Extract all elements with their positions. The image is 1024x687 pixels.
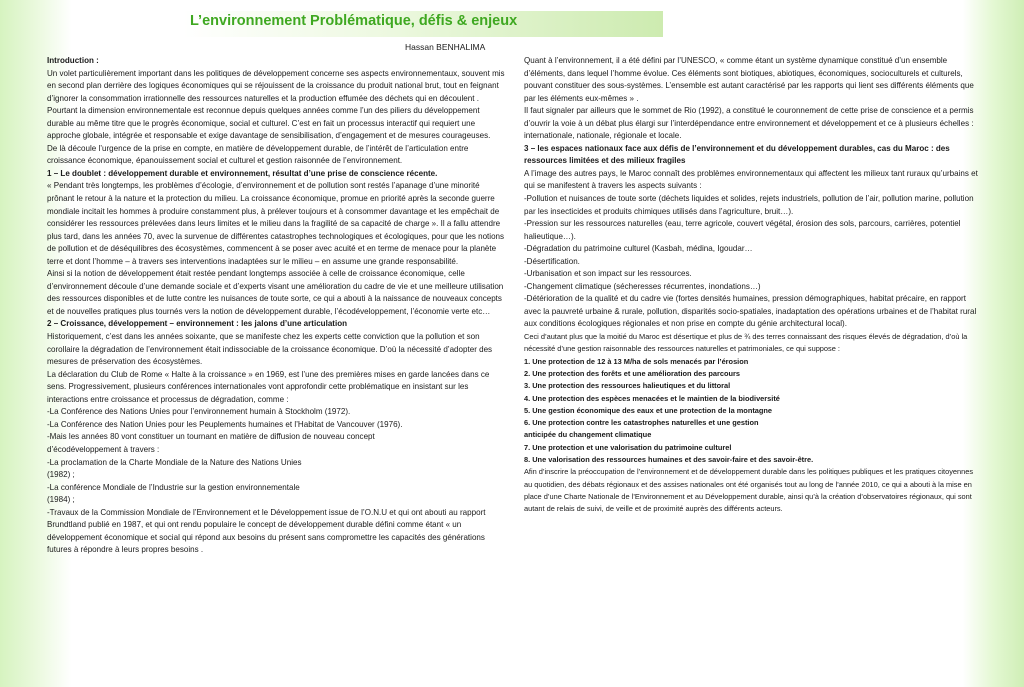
paragraph: -Urbanisation et son impact sur les ressources. xyxy=(524,269,692,279)
section-heading: 8. Une valorisation des ressources humaines et des savoir-faire et des savoir-être. xyxy=(524,455,814,464)
paragraph: La déclaration du Club de Rome « Halte à la croissance » en 1969, est l’une des premières mises en garde lancées dans ce sens. Progressivement, plusieurs conférences internationales vont approfondir cette problématique en insistant sur les interactions entre croissance et processus de dégradation, comme : xyxy=(47,369,490,404)
paragraph: De là découle l’urgence de la prise en compte, en matière de développement durable, de l’intérêt de l’articulation entre croissance économique, épanouissement social et culturel et gestion raisonnée de l’environnement. xyxy=(47,143,469,166)
paragraph: d’écodéveloppement à travers : xyxy=(47,444,160,454)
section-heading: 2. Une protection des forêts et une amélioration des parcours xyxy=(524,368,741,378)
paragraph: -Mais les années 80 vont constituer un tournant en matière de diffusion de nouveau concept xyxy=(47,432,375,442)
paragraph: Il faut signaler par ailleurs que le sommet de Rio (1992), a constitué le couronnement de cette prise de conscience et a permis d’ouvrir la voie à un débat plus élargi sur l’interdépendance entre environnement et développement et ce à plusieurs échelles : internationale, nationale, régionale et locale. xyxy=(524,106,974,141)
paragraph: -Désertification. xyxy=(524,256,580,266)
section-heading: 5. Une gestion économique des eaux et une protection de la montagne xyxy=(524,405,773,415)
right-column xyxy=(524,55,980,515)
page-title: L’environnement Problématique, défis & enjeux xyxy=(190,13,518,29)
paragraph: -Pollution et nuisances de toute sorte (déchets liquides et solides, rejets industriels, pollution de l’air, pollution marine, pollution par les insecticides et produits chimiques utilisés dans l’agriculture, bruit…). xyxy=(524,194,974,216)
section-heading: Introduction : xyxy=(47,56,99,65)
section-heading: 4. Une protection des espèces menacées et le maintien de la biodiversité xyxy=(524,393,780,403)
section-heading: 1 – Le doublet : développement durable et environnement, résultat d’une prise de conscience récente. xyxy=(47,168,438,178)
section-heading: anticipée du changement climatique xyxy=(524,430,652,440)
section-heading: 6. Une protection contre les catastrophes naturelles et une gestion xyxy=(524,418,759,428)
paragraph: Quant à l’environnement, il a été défini par l’UNESCO, « comme étant un système dynamique constitué d’un ensemble d’éléments, dans lequel l’homme évolue. Ces éléments sont biotiques, abiotiques, économiques, socioculturels et culturels, pouvant constituer des sous-systèmes. L’ensemble est autant caractérisé par les rapports qui lient ses différents éléments que par les éléments eux-mêmes » . xyxy=(524,56,974,103)
paragraph: (1984) ; xyxy=(47,495,75,505)
section-heading: 3. Une protection des ressources halieutiques et du littoral xyxy=(524,381,731,391)
paragraph: -Dégradation du patrimoine culturel (Kasbah, médina, Igoudar… xyxy=(524,244,753,254)
author-name: Hassan BENHALIMA xyxy=(405,42,486,52)
paragraph: -Pression sur les ressources naturelles (eau, terre agricole, couvert végétal, érosion des sols, parcours, carrières, potentiel halieutique…). xyxy=(524,219,961,241)
paragraph: Un volet particulièrement important dans les politiques de développement concerne ses aspects environnementaux, souvent mis en second plan derrière des logiques économiques qui se réjouissent de la croissance du produit national brut, tout en feignant d’ignorer la consommation irrationnelle des ressources naturelles et la production effumée des déchets qui en découlent . Pourtant la dimension environnementale est reconnue depuis quelques années comme l’un des piliers du développement durable au même titre que le progrès économique, social et culturel. C’est en fait un processus interactif qui requiert une approche globale, intégrée et responsable et exige davantage de sensibilisation, d’engagement et de mesures courageuses. xyxy=(47,68,505,141)
paragraph: -La Conférence des Nation Unies pour les Peuplements humaines et l’Habitat de Vancouver (1976). xyxy=(47,419,403,429)
paragraph: -Détérioration de la qualité et du cadre vie (fortes densités humaines, pression démographiques, habitat précaire, en rapport avec la pauvreté urbaine & rurale, pollution, disparités socio-spatiales, inadaptation des opérations urbaines et de l’habitat rural aux conditions écologiques régionales et non prise en compte du génie architectural local). xyxy=(524,294,977,329)
paragraph: A l’image des autres pays, le Maroc connaît des problèmes environnementaux qui affectent les milieux tant ruraux qu’urbains et qui se manifestent à travers les aspects suivants : xyxy=(524,168,978,191)
left-column xyxy=(47,55,507,557)
paragraph: Afin d’inscrire la préoccupation de l’environnement et de développement durable dans les politiques publiques et les pratiques citoyennes au quotidien, des débats régionaux et des assises nationales ont été organisés tout au long de l’année 2010, ce qui a abouti à la mise en place d’une Charte Nationale de l’Environnement et au Développement durable, ainsi qu’à la création d’observatoires régionaux, qui sont autant de relais de suivi, de veille et de proximité auprès des différents acteurs. xyxy=(524,467,974,514)
paragraph: Ainsi si la notion de développement était restée pendant longtemps associée à celle de croissance économique, celle d’environnement découle d’une demande sociale et d’experts visant une amélioration du cadre de vie et une meilleure utilisation des ressources disponibles et de lutte contre les nuisances de toute sorte, ce qui a abouti à la naissance de nouveaux concepts et de nouvelles pratiques plus tournés vers la notion de développement durable, l’écodéveloppement, l’économie verte etc… xyxy=(47,269,504,316)
section-heading: 2 – Croissance, développement – environnement : les jalons d’une articulation xyxy=(47,319,348,329)
section-heading: 3 – les espaces nationaux face aux défis de l’environnement et du développement durables, cas du Maroc : des ressources limitées et des milieux fragiles xyxy=(524,143,950,166)
paragraph: -La proclamation de la Charte Mondiale de la Nature des Nations Unies xyxy=(47,457,302,467)
paragraph: -Travaux de la Commission Mondiale de l’Environnement et le Développement issue de l’O.N.U et qui ont abouti au rapport Brundtland publié en 1987, et qui ont rendu populaire le concept de développement durable défini comme étant « un développement économique et social qui répond aux besoins du présent sans compromettre les capacités des générations futures à répondre à leurs propres besoins . xyxy=(47,507,486,555)
paragraph: -La Conférence des Nations Unies pour l’environnement humain à Stockholm (1972). xyxy=(47,407,351,417)
paragraph: « Pendant très longtemps, les problèmes d’écologie, d’environnement et de pollution sont restés l’apanage d’une minorité prônant le retour à la nature et la protection du milieu. La croissance économique, promue en priorité après la seconde guerre mondiale incitait les hommes à produire constamment plus, à prélever toujours et à consommer davantage et les empêchait de considérer les ressources prélevées dans leurs limites et le milieu dans la fragilité de sa capacité de charge ». Il a fallu attendre plus tard, dans les années 70, avec la survenue de différentes catastrophes technologiques et écologiques, pour que les notions de pollution et de déséquilibres des écosystèmes, commencent à se poser avec acuité et en terme de menace pour la planète terre et dont l’homme – à travers ses interventions inadaptées sur le milieu – en assume une grande responsabilité. xyxy=(47,181,505,266)
paragraph: -Changement climatique (sécheresses récurrentes, inondations…) xyxy=(524,281,761,291)
paragraph: (1982) ; xyxy=(47,470,75,480)
section-heading: 7. Une protection et une valorisation du patrimoine culturel xyxy=(524,442,732,452)
paragraph: Historiquement, c’est dans les années soixante, que se manifeste chez les experts cette conviction que la pollution et son corollaire la dégradation de l’environnement était indissociable de la croissance économique. D’où la nécessité d’adopter des mesures de préservation des écosystèmes. xyxy=(47,332,493,367)
paragraph: -La conférence Mondiale de l’Industrie sur la gestion environnementale xyxy=(47,482,300,492)
section-heading: 1. Une protection de 12 à 13 M/ha de sols menacés par l’érosion xyxy=(524,356,749,366)
paragraph: Ceci d’autant plus que la moitié du Maroc est désertique et plus de ¾ des terres connaissant des risques élevés de dégradation, d’où la nécessité d’une gestion raisonnable des ressources naturelles et patrimoniales, ce qui suppose : xyxy=(524,332,968,354)
